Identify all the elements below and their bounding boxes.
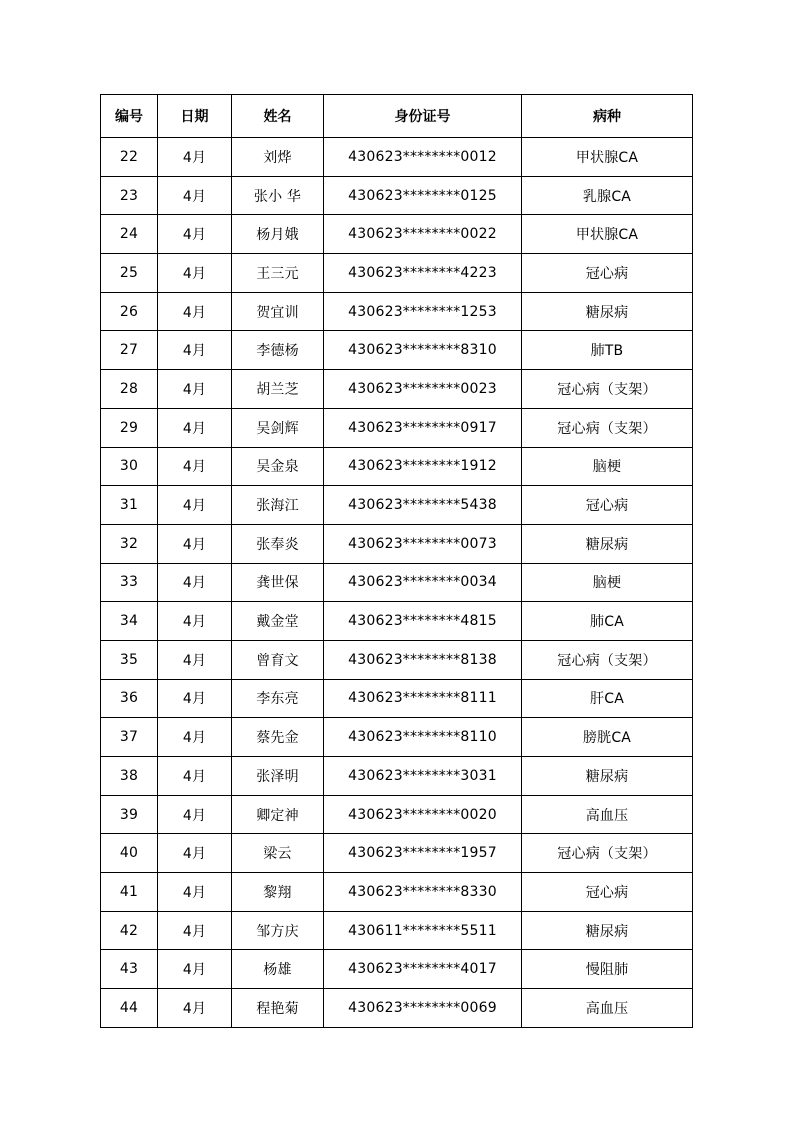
date-cell: 4月 [158, 215, 232, 254]
disease-cell: 肝CA [522, 679, 693, 718]
date-cell: 4月 [158, 292, 232, 331]
patient-table-container [100, 94, 693, 1028]
table-row [101, 602, 693, 641]
table-row [101, 757, 693, 796]
table-header [101, 95, 693, 138]
table-row [101, 563, 693, 602]
patient-table [100, 94, 693, 1028]
table-row [101, 524, 693, 563]
number-cell: 28 [101, 370, 158, 409]
table-row [101, 447, 693, 486]
number-cell: 41 [101, 873, 158, 912]
number-cell: 44 [101, 989, 158, 1028]
disease-cell: 冠心病 [522, 486, 693, 525]
table-row [101, 292, 693, 331]
date-cell: 4月 [158, 331, 232, 370]
name-cell: 程艳菊 [232, 989, 324, 1028]
disease-cell: 甲状腺CA [522, 138, 693, 177]
header-id-number: 身份证号 [324, 95, 522, 138]
name-cell: 梁云 [232, 834, 324, 873]
table-row [101, 176, 693, 215]
header-row [101, 95, 693, 138]
id-number-cell: 430623********1253 [324, 292, 522, 331]
date-cell: 4月 [158, 563, 232, 602]
id-number-cell: 430623********0034 [324, 563, 522, 602]
number-cell: 22 [101, 138, 158, 177]
number-cell: 24 [101, 215, 158, 254]
disease-cell: 高血压 [522, 989, 693, 1028]
table-row [101, 254, 693, 293]
id-number-cell: 430623********1912 [324, 447, 522, 486]
id-number-cell: 430623********8138 [324, 640, 522, 679]
date-cell: 4月 [158, 718, 232, 757]
number-cell: 25 [101, 254, 158, 293]
disease-cell: 糖尿病 [522, 292, 693, 331]
number-cell: 26 [101, 292, 158, 331]
disease-cell: 糖尿病 [522, 911, 693, 950]
table-row [101, 718, 693, 757]
table-row [101, 215, 693, 254]
table-row [101, 950, 693, 989]
disease-cell: 高血压 [522, 795, 693, 834]
table-row [101, 911, 693, 950]
number-cell: 40 [101, 834, 158, 873]
disease-cell: 肺TB [522, 331, 693, 370]
number-cell: 34 [101, 602, 158, 641]
number-cell: 27 [101, 331, 158, 370]
name-cell: 贺宜训 [232, 292, 324, 331]
table-row [101, 640, 693, 679]
id-number-cell: 430623********4017 [324, 950, 522, 989]
id-number-cell: 430623********5438 [324, 486, 522, 525]
id-number-cell: 430623********4815 [324, 602, 522, 641]
number-cell: 32 [101, 524, 158, 563]
name-cell: 卿定神 [232, 795, 324, 834]
id-number-cell: 430623********0125 [324, 176, 522, 215]
number-cell: 31 [101, 486, 158, 525]
table-row [101, 331, 693, 370]
number-cell: 30 [101, 447, 158, 486]
id-number-cell: 430623********1957 [324, 834, 522, 873]
table-row [101, 679, 693, 718]
table-row [101, 873, 693, 912]
date-cell: 4月 [158, 757, 232, 796]
header-number: 编号 [101, 95, 158, 138]
number-cell: 35 [101, 640, 158, 679]
name-cell: 戴金堂 [232, 602, 324, 641]
id-number-cell: 430623********0020 [324, 795, 522, 834]
date-cell: 4月 [158, 486, 232, 525]
date-cell: 4月 [158, 602, 232, 641]
name-cell: 张海江 [232, 486, 324, 525]
disease-cell: 冠心病 [522, 873, 693, 912]
id-number-cell: 430611********5511 [324, 911, 522, 950]
name-cell: 龚世保 [232, 563, 324, 602]
date-cell: 4月 [158, 447, 232, 486]
name-cell: 刘烨 [232, 138, 324, 177]
table-row [101, 486, 693, 525]
disease-cell: 糖尿病 [522, 524, 693, 563]
disease-cell: 冠心病（支架） [522, 370, 693, 409]
table-row [101, 138, 693, 177]
table-row [101, 370, 693, 409]
name-cell: 张奉炎 [232, 524, 324, 563]
table-row [101, 989, 693, 1028]
name-cell: 张泽明 [232, 757, 324, 796]
id-number-cell: 430623********0023 [324, 370, 522, 409]
name-cell: 李东亮 [232, 679, 324, 718]
number-cell: 37 [101, 718, 158, 757]
id-number-cell: 430623********8111 [324, 679, 522, 718]
number-cell: 33 [101, 563, 158, 602]
id-number-cell: 430623********0917 [324, 408, 522, 447]
header-name: 姓名 [232, 95, 324, 138]
name-cell: 胡兰芝 [232, 370, 324, 409]
date-cell: 4月 [158, 989, 232, 1028]
id-number-cell: 430623********8310 [324, 331, 522, 370]
disease-cell: 膀胱CA [522, 718, 693, 757]
disease-cell: 慢阻肺 [522, 950, 693, 989]
id-number-cell: 430623********0022 [324, 215, 522, 254]
date-cell: 4月 [158, 950, 232, 989]
table-body [101, 138, 693, 1028]
name-cell: 王三元 [232, 254, 324, 293]
disease-cell: 肺CA [522, 602, 693, 641]
disease-cell: 冠心病（支架） [522, 640, 693, 679]
date-cell: 4月 [158, 408, 232, 447]
number-cell: 39 [101, 795, 158, 834]
name-cell: 黎翔 [232, 873, 324, 912]
table-row [101, 795, 693, 834]
name-cell: 吴金泉 [232, 447, 324, 486]
id-number-cell: 430623********0012 [324, 138, 522, 177]
number-cell: 42 [101, 911, 158, 950]
date-cell: 4月 [158, 254, 232, 293]
date-cell: 4月 [158, 834, 232, 873]
date-cell: 4月 [158, 873, 232, 912]
date-cell: 4月 [158, 795, 232, 834]
disease-cell: 脑梗 [522, 447, 693, 486]
number-cell: 36 [101, 679, 158, 718]
header-disease: 病种 [522, 95, 693, 138]
date-cell: 4月 [158, 524, 232, 563]
date-cell: 4月 [158, 679, 232, 718]
id-number-cell: 430623********0073 [324, 524, 522, 563]
date-cell: 4月 [158, 911, 232, 950]
name-cell: 杨雄 [232, 950, 324, 989]
number-cell: 38 [101, 757, 158, 796]
name-cell: 吴剑辉 [232, 408, 324, 447]
date-cell: 4月 [158, 138, 232, 177]
date-cell: 4月 [158, 370, 232, 409]
name-cell: 邹方庆 [232, 911, 324, 950]
id-number-cell: 430623********8330 [324, 873, 522, 912]
date-cell: 4月 [158, 640, 232, 679]
number-cell: 23 [101, 176, 158, 215]
date-cell: 4月 [158, 176, 232, 215]
id-number-cell: 430623********0069 [324, 989, 522, 1028]
header-date: 日期 [158, 95, 232, 138]
disease-cell: 脑梗 [522, 563, 693, 602]
id-number-cell: 430623********4223 [324, 254, 522, 293]
name-cell: 张小 华 [232, 176, 324, 215]
disease-cell: 冠心病（支架） [522, 408, 693, 447]
disease-cell: 冠心病 [522, 254, 693, 293]
number-cell: 29 [101, 408, 158, 447]
id-number-cell: 430623********8110 [324, 718, 522, 757]
disease-cell: 乳腺CA [522, 176, 693, 215]
name-cell: 蔡先金 [232, 718, 324, 757]
name-cell: 李德杨 [232, 331, 324, 370]
table-row [101, 834, 693, 873]
name-cell: 曾育文 [232, 640, 324, 679]
number-cell: 43 [101, 950, 158, 989]
name-cell: 杨月娥 [232, 215, 324, 254]
disease-cell: 甲状腺CA [522, 215, 693, 254]
table-row [101, 408, 693, 447]
disease-cell: 冠心病（支架） [522, 834, 693, 873]
disease-cell: 糖尿病 [522, 757, 693, 796]
id-number-cell: 430623********3031 [324, 757, 522, 796]
